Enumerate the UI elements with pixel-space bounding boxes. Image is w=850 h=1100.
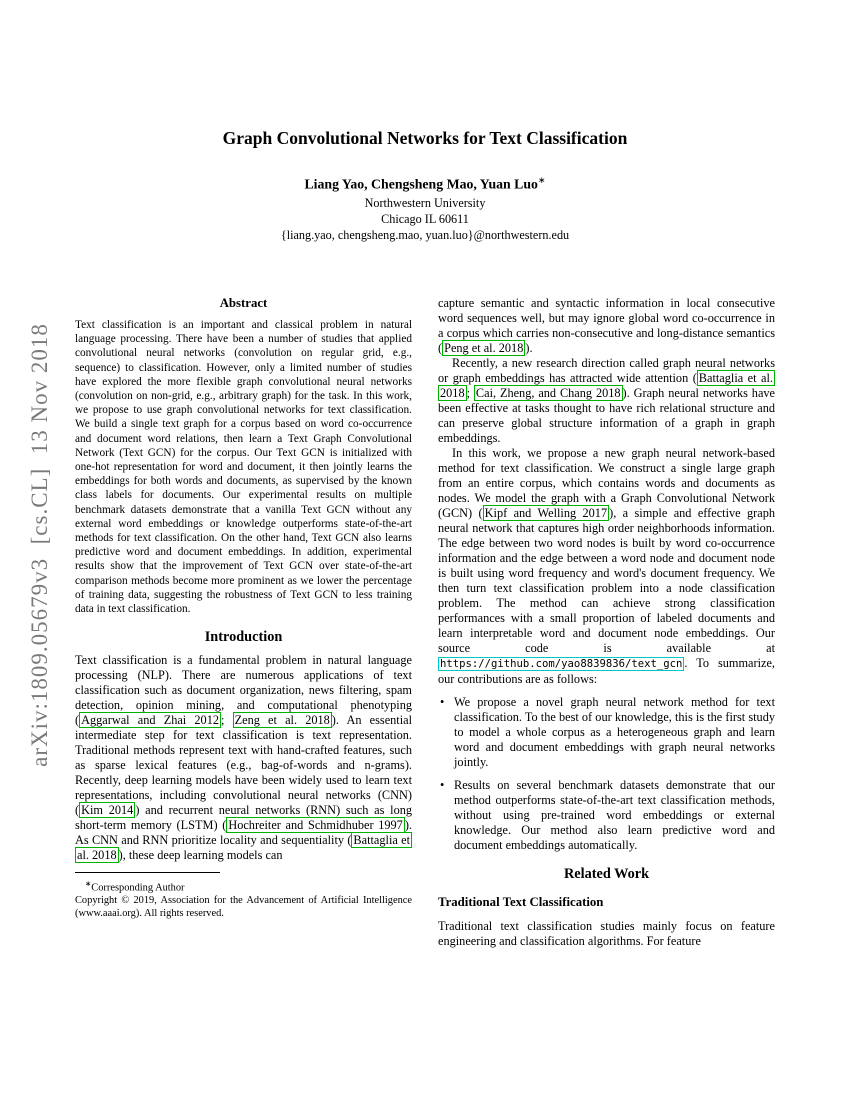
citation-link[interactable]: Kipf and Welling 2017 [484, 506, 608, 520]
affiliation-university: Northwestern University [364, 195, 486, 210]
text-run: ), these deep learning models can [118, 848, 283, 863]
body-paragraph-3 [438, 446, 775, 687]
citation-link[interactable]: Battaglia et al. 2018 [77, 833, 410, 863]
text-run: Recently, a new research direction called graph neural networks or graph embeddings has attracted wide attention ( [438, 356, 775, 385]
citation-link[interactable]: Kim 2014 [81, 803, 134, 818]
author-note-star: ∗ [537, 175, 546, 185]
left-column [75, 296, 412, 921]
text-run: In this work, we propose a new graph neural network-based method for text classification. We construct a single large graph from an entire corpus, which contains words and documents as nodes. We model the graph with a Graph Convolutional Network (GCN) ( [438, 446, 775, 520]
bullet-icon: • [440, 778, 445, 792]
text-run: ) and recurrent neural networks (RNN) such as long short-term memory (LSTM) ( [75, 803, 413, 833]
text-run: ; [466, 386, 474, 400]
citation-link[interactable]: Cai, Zheng, and Chang 2018 [475, 386, 621, 400]
footnote-corresponding-text: Corresponding Author [91, 882, 185, 894]
paper-title: Graph Convolutional Networks for Text Classification [222, 128, 628, 148]
authors-email: {liang.yao, chengsheng.mao, yuan.luo}@northwestern.edu [280, 227, 570, 242]
contributions-list [438, 695, 775, 853]
body-paragraph-4: Traditional text classification studies mainly focus on feature engineering and classification algorithms. For feature [438, 919, 775, 948]
traditional-text-classification-heading: Traditional Text Classification [438, 895, 604, 909]
citation-link[interactable]: Peng et al. 2018 [444, 341, 524, 355]
citation-link[interactable]: Battaglia et al. 2018 [440, 371, 773, 400]
citation-link[interactable]: Zeng et al. 2018 [234, 713, 330, 728]
footnote-divider [75, 872, 220, 873]
contribution-1-text: We propose a novel graph neural network method for text classification. To the best of our knowledge, this is the first study to model a whole corpus as a heterogeneous graph and learn word and document embeddings with graph neural networks jointly. [454, 695, 775, 769]
citation-link[interactable]: Aggarwal and Zhai 2012 [81, 713, 219, 728]
text-run: capture semantic and syntactic information in local consecutive word sequences well, but may ignore global word co-occurrence in a corpus which carries non-consecutive and long-distance semantics ( [438, 296, 775, 355]
list-item [438, 695, 775, 770]
paper-header [0, 128, 850, 243]
related-work-heading: Related Work [563, 866, 650, 882]
url-link[interactable]: https://github.com/yao8839836/text_gcn [440, 658, 683, 670]
bullet-icon: • [440, 695, 445, 709]
text-run: Text classification is a fundamental problem in natural language processing (NLP). There are numerous applications of text classification such as document organization, news filtering, spam detection, opinion mining, and computational phenotyping ( [75, 653, 412, 728]
authors-line [0, 175, 850, 193]
body-paragraph-1 [438, 296, 775, 356]
text-run: ; [221, 713, 233, 728]
affiliation-city: Chicago IL 60611 [381, 211, 469, 226]
abstract-text: Text classification is an important and classical problem in natural language processing. There have been a number of studies that applied convolutional neural networks (convolution on regular grid, e.g., sequence) to classification. However, only a limited number of studies have explored the more flexible graph convolutional neural networks (convolution on non-grid, e.g., arbitrary graph) for the task. In this work, we propose to use graph convolutional networks for text classification. We build a single text graph for a corpus based on word co-occurrence and document word relations, then learn a Text Graph Convolutional Network (Text GCN) for the corpus. Our Text GCN is initialized with one-hot representation for word and document, it then jointly learns the embeddings for both words and documents, as supervised by the known class labels for documents. Our experimental results on multiple benchmark datasets demonstrate that a vanilla Text GCN without any external word embeddings or knowledge outperforms state-of-the-art methods for text classification. On the other hand, Text GCN also learns predictive word and document embeddings. In addition, experimental results show that the improvement of Text GCN over state-of-the-art comparison methods become more prominent as we lower the percentage of training data, suggesting the robustness of Text GCN to less training data in text classification. [75, 319, 412, 616]
body-paragraph-2 [438, 356, 775, 446]
text-run: ). Graph neural networks have been effective at tasks thought to have rich relational structure and can preserve global structure information of a graph in graph embeddings. [438, 386, 776, 445]
text-run: ), a simple and effective graph neural network that captures high order neighborhoods information. The edge between two word nodes is built by word co-occurrence information and the edge between a word node and document node is built using word frequency and word's document frequency. We then turn text classification problem into a node classification problem. The method can achieve strong classification performances with a small proportion of labeled documents and learn interpretable word and document node embeddings. Our source code is available at [438, 506, 776, 655]
footnote-copyright: Copyright © 2019, Association for the Advancement of Artificial Intelligence (www.aaai.org). All rights reserved. [75, 895, 412, 919]
introduction-paragraph [75, 653, 412, 863]
list-item [438, 778, 775, 853]
text-run: ). As CNN and RNN prioritize locality and sequentiality ( [75, 818, 412, 848]
text-run: . To summarize, our contributions are as follows: [438, 656, 775, 686]
arxiv-watermark: arXiv:1809.05679v3 [cs.CL] 13 Nov 2018 [27, 323, 52, 767]
footnote-corresponding [75, 878, 412, 895]
footnote-star: ∗ [85, 879, 92, 889]
text-run: ). An essential intermediate step for text classification is text representation. Traditional methods represent text with hand-crafted features, such as sparse lexical features (e.g., bag-of-words and n-grams). Recently, deep learning models have been widely used to learn text representations, including convolutional neural networks (CNN) ( [75, 713, 413, 818]
footnote-block [75, 872, 412, 920]
author-names: Liang Yao, Chengsheng Mao, Yuan Luo [304, 176, 538, 192]
contribution-2-text: Results on several benchmark datasets demonstrate that our method outperforms state-of-the-art text classification methods, without using pre-trained word embeddings or external knowledge. Our method also learn predictive word and document embeddings automatically. [454, 778, 775, 852]
introduction-heading: Introduction [204, 629, 283, 646]
right-column [438, 296, 775, 949]
text-run: ). [525, 341, 533, 355]
citation-link[interactable]: Hochreiter and Schmidhuber 1997 [228, 818, 403, 833]
abstract-heading: Abstract [219, 296, 268, 310]
